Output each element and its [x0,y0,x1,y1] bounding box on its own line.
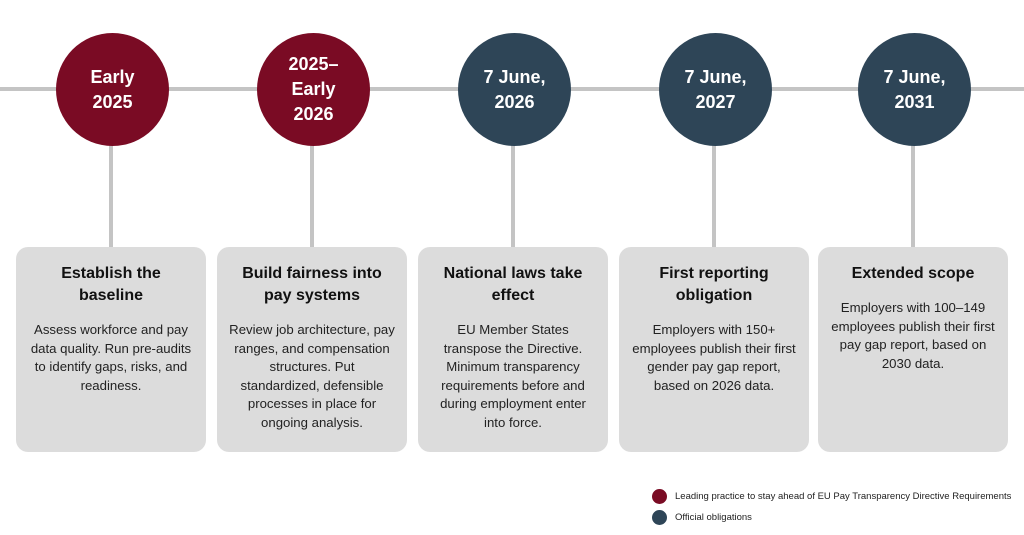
legend-item-leading [652,488,1011,504]
timeline-stage-5 [818,0,1008,460]
stage-connector [911,140,915,252]
stage-connector [511,140,515,252]
stage-card [16,247,206,452]
legend-label-leading: Leading practice to stay ahead of EU Pay Transparency Directive Requirements [675,490,1012,502]
timeline-stage-3 [418,0,608,460]
stage-date-circle: Early 2025 [56,33,169,146]
legend-dot-official-icon [652,510,667,525]
stage-card [217,247,407,452]
stage-connector [712,140,716,252]
stage-date-circle: 7 June, 2031 [858,33,971,146]
stage-description: Employers with 100–149 employees publish their first pay gap report, based on 2030 data. [831,300,995,371]
stage-title: Extended scope [851,265,975,282]
stage-date-circle: 7 June, 2027 [659,33,772,146]
stage-description: EU Member States transpose the Directive. Minimum transparency requirements before and during employment enter into force. [440,322,586,430]
stage-title: Build fairness into pay systems [242,265,382,304]
stage-title: First reporting obligation [659,265,769,304]
stage-connector [109,140,113,252]
stage-date-circle: 7 June, 2026 [458,33,571,146]
stage-description: Review job architecture, pay ranges, and compensation structures. Put standardized, defensible processes in place for ongoing analysis. [229,322,395,430]
stage-card [818,247,1008,452]
stage-title: National laws take effect [443,265,583,304]
legend-dot-leading-icon [652,489,667,504]
stage-card [619,247,809,452]
stage-connector [310,140,314,252]
legend-item-official [652,509,1011,525]
stage-card [418,247,608,452]
timeline-stage-1 [16,0,206,460]
timeline-stage-4 [619,0,809,460]
stage-title: Establish the baseline [61,265,161,304]
timeline-stage-2 [217,0,407,460]
stage-date-circle: 2025– Early 2026 [257,33,370,146]
legend [652,488,1011,530]
legend-label-official: Official obligations [675,511,752,523]
stage-description: Employers with 150+ employees publish their first gender pay gap report, based on 2026 data. [632,322,796,393]
stage-description: Assess workforce and pay data quality. Run pre-audits to identify gaps, risks, and readiness. [30,322,192,393]
